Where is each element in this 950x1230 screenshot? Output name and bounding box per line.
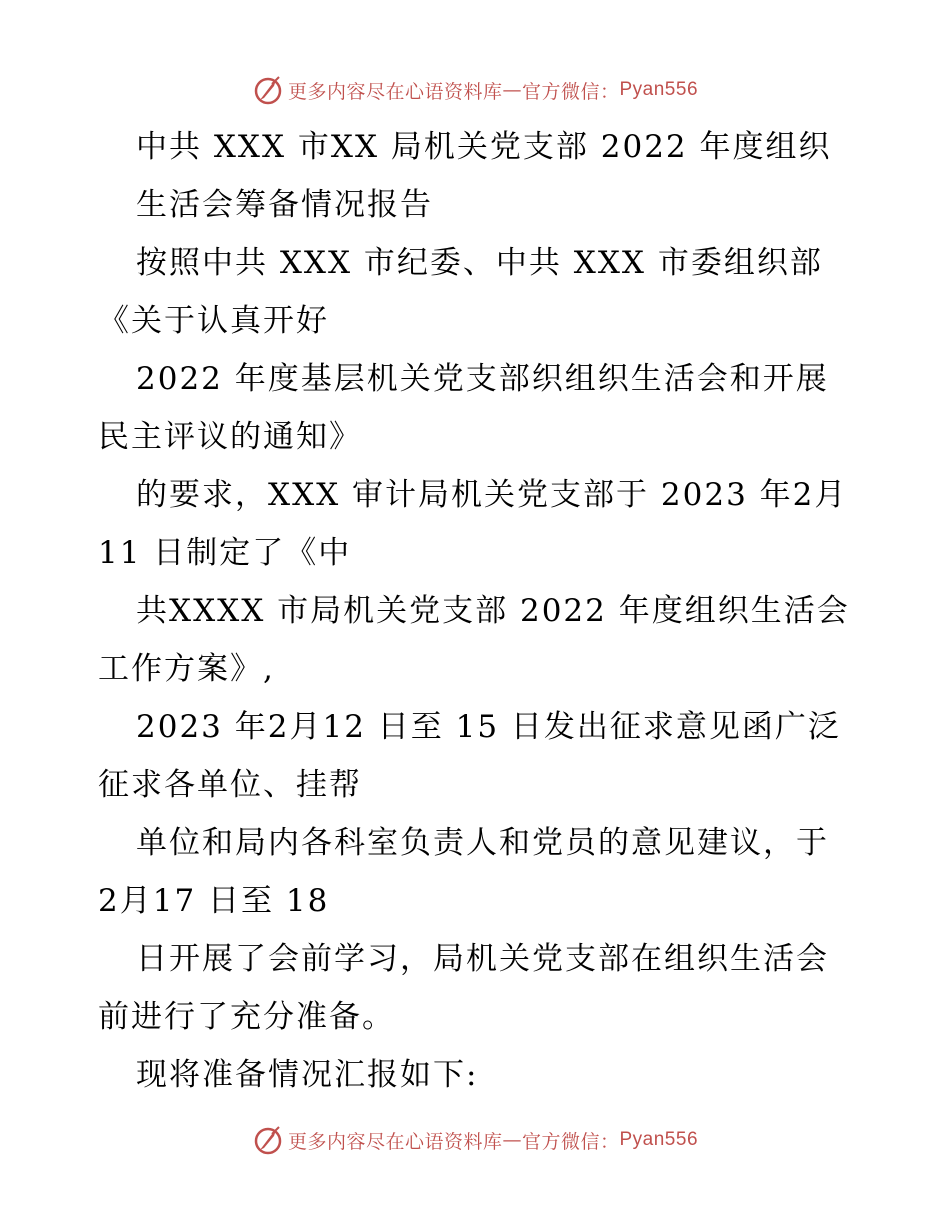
title-line-1: 中共 XXX 市XX 局机关党支部 2022 年度组织 [136, 129, 832, 165]
watermark-wechat-id: Pyan556 [619, 79, 699, 100]
paragraph-line: 日开展了会前学习，局机关党支部在组织生活会 [136, 941, 829, 977]
watermark-separator: — [502, 1129, 522, 1151]
watermark-wechat-label: 官方微信： [521, 1130, 620, 1153]
paragraph-line: 工作方案》, [98, 651, 275, 687]
paragraph-line: 按照中共 XXX 市纪委、中共 XXX 市委组织部 [136, 245, 823, 281]
paragraph-line: 共XXXX 市局机关党支部 2022 年度组织生活会 [136, 593, 850, 629]
watermark-wechat-label: 官方微信： [521, 80, 620, 103]
quill-logo-icon [252, 74, 284, 106]
paragraph-line: 2022 年度基层机关党支部织组织生活会和开展 [136, 361, 829, 397]
watermark-footer [0, 1120, 950, 1160]
paragraph-line: 2023 年2月12 日至 15 日发出征求意见函广泛 [136, 709, 841, 745]
paragraph-line: 《关于认真开好 [98, 303, 329, 339]
watermark-main-text: 更多内容尽在心语资料库 [287, 80, 503, 103]
paragraph-line: 征求各单位、挂帮 [98, 767, 362, 803]
watermark-main-text: 更多内容尽在心语资料库 [287, 1130, 503, 1153]
paragraph-line: 民主评议的通知》 [98, 419, 362, 455]
paragraph-line: 2月17 日至 18 [98, 883, 330, 919]
paragraph-line: 的要求，XXX 审计局机关党支部于 2023 年2月 [136, 477, 848, 513]
paragraph-line: 前进行了充分准备。 [98, 999, 395, 1035]
quill-logo-icon [252, 1124, 284, 1156]
paragraph-line: 单位和局内各科室负责人和党员的意见建议，于 [136, 825, 829, 861]
watermark-header [0, 70, 950, 110]
watermark-wechat-id: Pyan556 [619, 1129, 699, 1150]
watermark-separator: — [502, 79, 522, 101]
title-line-2: 生活会筹备情况报告 [136, 187, 433, 223]
document-body [98, 118, 858, 1104]
paragraph-line: 现将准备情况汇报如下: [136, 1057, 479, 1093]
paragraph-line: 11 日制定了《中 [98, 535, 352, 571]
